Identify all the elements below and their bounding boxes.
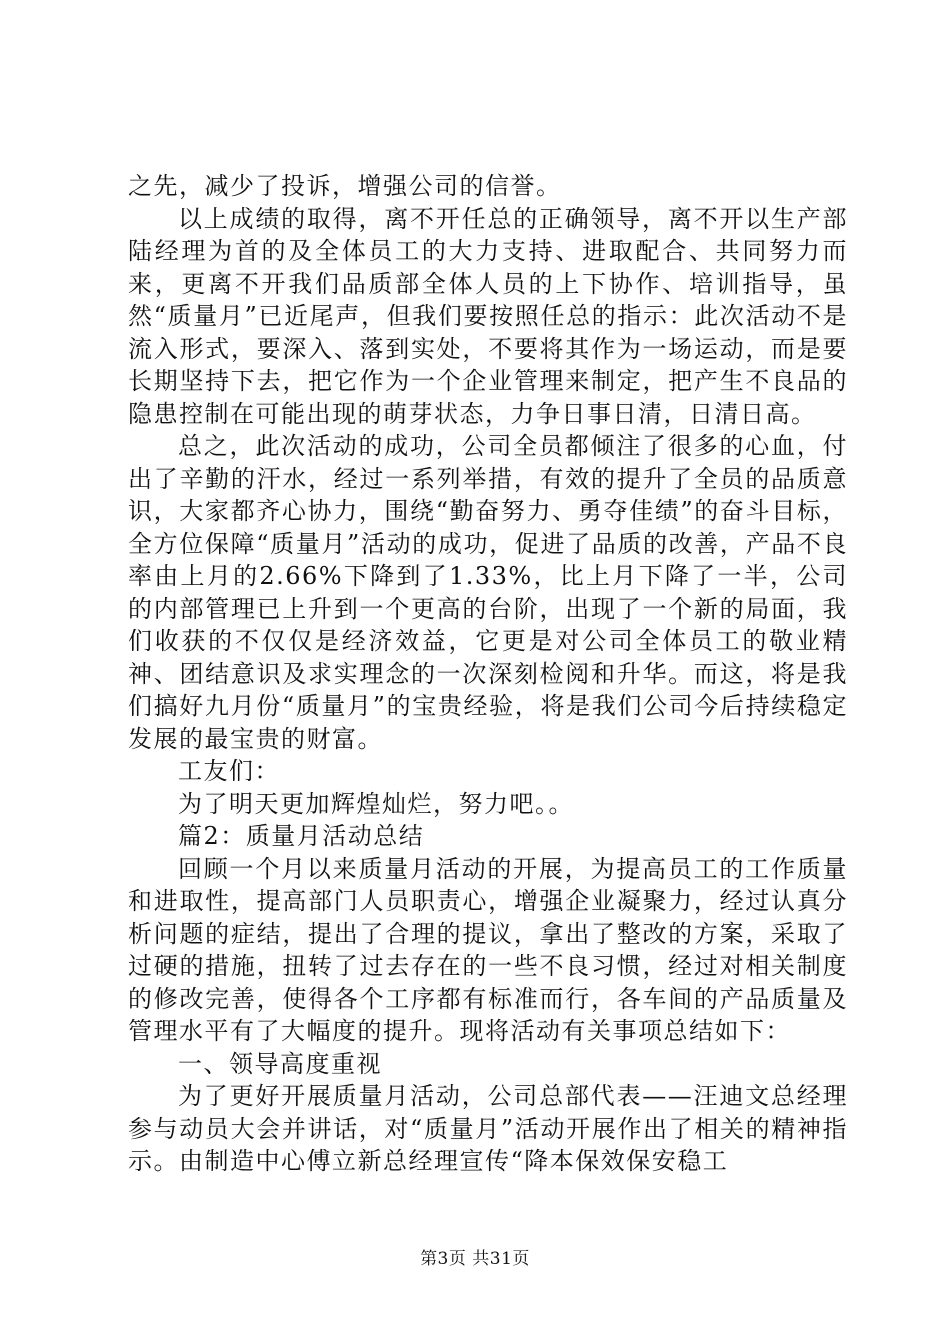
paragraph-salutation: 工友们： xyxy=(178,757,280,785)
subheading-leadership: 一、领导高度重视 xyxy=(178,1049,382,1078)
document-body xyxy=(128,170,848,1178)
paragraph-achievements: 以上成绩的取得，离不开任总的正确领导，离不开以生产部陆经理为首的及全体员工的大力支持、进取配合、共同努力而来，更离不开我们品质部全体人员的上下协作、培训指导，虽然“质量月”已近尾声，但我们要按照任总的指示：此次活动不是流入形式，要深入、落到实处，不要将其作为一场运动，而是要长期坚持下去，把它作为一个企业管理来制定，把产生不良品的隐患控制在可能出现的萌芽状态，力争日事日清，日清日高。 xyxy=(128,204,848,428)
paragraph-conclusion: 总之，此次活动的成功，公司全员都倾注了很多的心血，付出了辛勤的汗水，经过一系列举措，有效的提升了全员的品质意识，大家都齐心协力，围绕“勤奋努力、勇夺佳绩”的奋斗目标，全方位保障“质量月”活动的成功，促进了品质的改善，产品不良率由上月的2.66%下降到了1.33%，比上月下降了一半，公司的内部管理已上升到一个更高的台阶，出现了一个新的局面，我们收获的不仅仅是经济效益，它更是对公司全体员工的敬业精神、团结意识及求实理念的一次深刻检阅和升华。而这，将是我们搞好九月份“质量月”的宝贵经验，将是我们公司今后持续稳定发展的最宝贵的财富。 xyxy=(128,432,848,753)
page-number-footer: 第3页 共31页 xyxy=(420,1249,530,1269)
paragraph-leadership: 为了更好开展质量月活动，公司总部代表——汪迪文总经理参与动员大会并讲话，对“质量月”活动开展作出了相关的精神指示。由制造中心傅立新总经理宣传“降本保效保安稳工 xyxy=(128,1082,848,1175)
paragraph-continuation: 之先，减少了投诉，增强公司的信誉。 xyxy=(128,172,562,200)
paragraph-review: 回顾一个月以来质量月活动的开展，为提高员工的工作质量和进取性，提高部门人员职责心，增强企业凝聚力，经过认真分析问题的症结，提出了合理的提议，拿出了整改的方案，采取了过硬的措施，扭转了过去存在的一些不良习惯，经过对相关制度的修改完善，使得各个工序都有标准而行，各车间的产品质量及管理水平有了大幅度的提升。现将活动有关事项总结如下： xyxy=(128,854,848,1045)
section-heading-part2: 篇2：质量月活动总结 xyxy=(178,822,425,850)
paragraph-closing-line: 为了明天更加辉煌灿烂，努力吧。。 xyxy=(178,789,574,818)
